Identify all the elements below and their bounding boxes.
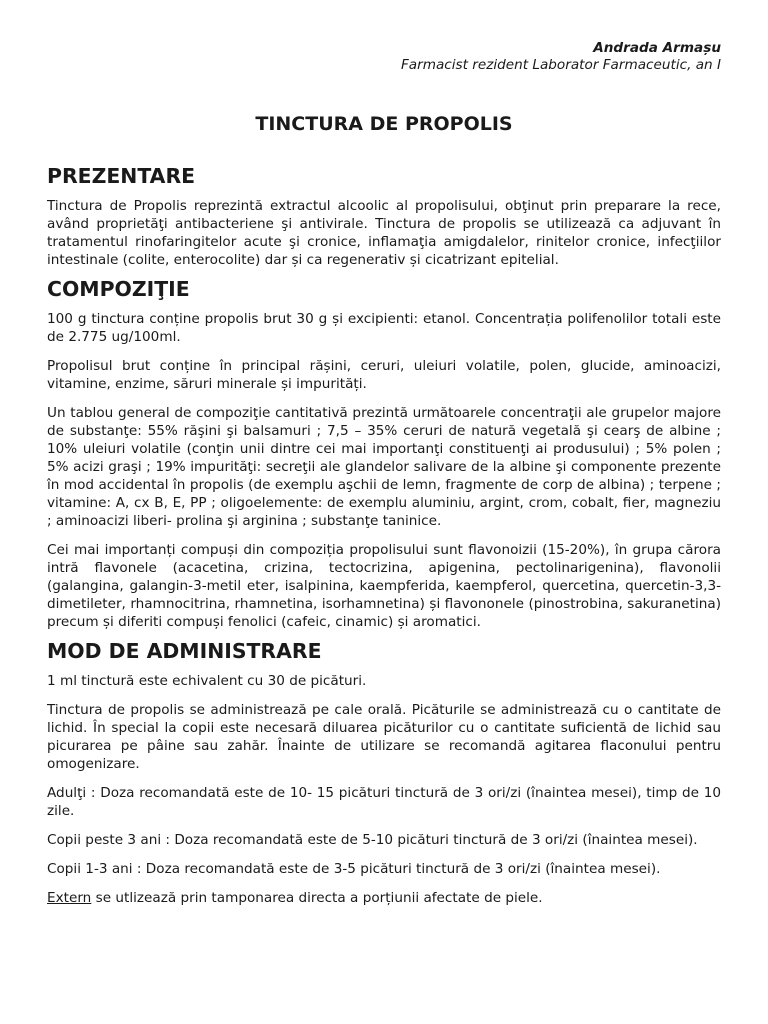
section-heading-administrare: MOD DE ADMINISTRARE	[47, 639, 322, 663]
paragraph-compozitie-2: Propolisul brut conține în principal rășini, ceruri, uleiuri volatile, polen, glucide, aminoacizi, vitamine, enzime, săruri minerale și impurități.	[47, 358, 721, 392]
paragraph-administrare-adulti: Adulţi : Doza recomandată este de 10- 15 picături tinctură de 3 ori/zi (înaintea mesei), timp de 10 zile.	[47, 785, 721, 819]
paragraph-administrare-2: Tinctura de propolis se administrează pe cale orală. Picăturile se administrează cu o cantitate de lichid. În special la copii este necesară diluarea picăturilor cu o cantitate suficientă de lichid sau picurarea pe pâine sau zahăr. Înainte de utilizare se recomandă agitarea flaconului pentru omogenizare.	[47, 702, 721, 772]
paragraph-compozitie-4: Cei mai importanți compuși din compoziția propolisului sunt flavonoizii (15-20%), în grupa cărora intră flavonele (acacetina, crizina, tectocrizina, apigenina, pectolinarigenina), flavonolii (galangina, galangin-3-metil eter, isalpinina, kaempferida, kaempferol, quercetina, quercetin-3,3-dimetileter, rhamnocitrina, rhamnetina, isorhamnetina) și flavononele (pinostrobina, sakuranetina) precum și diferiti compuși fenolici (cafeic, cinamic) și aromatici.	[47, 542, 721, 630]
section-heading-compozitie: COMPOZIŢIE	[47, 277, 190, 301]
paragraph-compozitie-1: 100 g tinctura conține propolis brut 30 g și excipienti: etanol. Concentrația polifenolilor totali este de 2.775 ug/100ml.	[47, 311, 721, 345]
paragraph-prezentare: Tinctura de Propolis reprezintă extractul alcoolic al propolisului, obţinut prin preparare la rece, având proprietăţi antibacteriene şi antivirale. Tinctura de propolis se utilizează ca adjuvant în tratamentul rinofaringitelor acute şi cronice, inflamaţia amigdalelor, rinitelor cronice, infecţiilor intestinale (colite, enterocolite) dar și ca regenerativ și cicatrizant epitelial.	[47, 198, 721, 268]
extern-text: se utlizează prin tamponarea directa a porțiunii afectate de piele.	[91, 890, 543, 906]
paragraph-compozitie-3: Un tablou general de compoziţie cantitativă prezintă următoarele concentraţii ale grupelor majore de substanţe: 55% răşini şi balsamuri ; 7,5 – 35% ceruri de natură vegetală şi cearş de albine ; 10% uleiuri volatile (conţin unii dintre cei mai importanţi constituenţi ai produsului) ; 5% polen ; 5% acizi graşi ; 19% impurităţi: secreţii ale glandelor salivare de la albine şi componente prezente în mod accidental în propolis (de exemplu aşchii de lemn, fragmente de corp de albina) ; terpene ; vitamine: A, cx B, E, PP ; oligoelemente: de exemplu aluminiu, argint, crom, cobalt, fier, magneziu ; aminoacizi liberi- prolina şi arginina ; substanţe taninice.	[47, 405, 721, 529]
author-block	[47, 40, 721, 74]
paragraph-administrare-copii-peste-3: Copii peste 3 ani : Doza recomandată este de 5-10 picături tinctură de 3 ori/zi (înaintea mesei).	[47, 832, 698, 848]
author-name: Andrada Armașu	[593, 40, 721, 56]
paragraph-administrare-1: 1 ml tinctură este echivalent cu 30 de picături.	[47, 673, 367, 689]
paragraph-administrare-extern	[47, 889, 721, 907]
author-role: Farmacist rezident Laborator Farmaceutic, an I	[400, 57, 721, 73]
extern-underlined-term: Extern	[47, 890, 92, 906]
section-heading-prezentare: PREZENTARE	[47, 164, 196, 188]
paragraph-administrare-copii-1-3: Copii 1-3 ani : Doza recomandată este de 3-5 picături tinctură de 3 ori/zi (înaintea mesei).	[47, 861, 661, 877]
document-title: TINCTURA DE PROPOLIS	[255, 113, 513, 135]
